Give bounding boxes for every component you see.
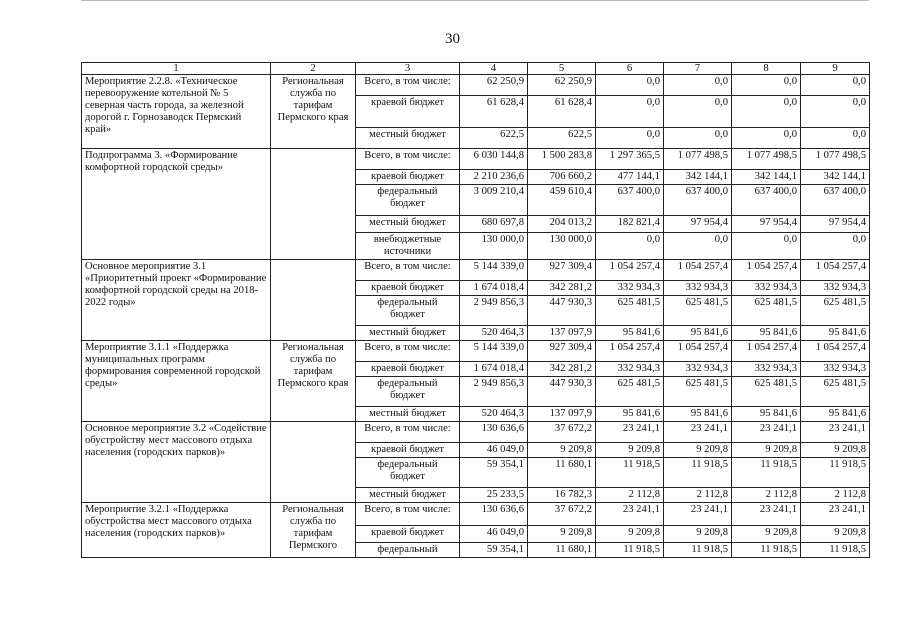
column-header-4: 4 bbox=[460, 63, 528, 75]
amount-cell: 9 209,8 bbox=[732, 526, 801, 543]
amount-cell: 0,0 bbox=[801, 128, 870, 149]
amount-cell: 130 636,6 bbox=[460, 422, 528, 443]
funding-source: Всего, в том числе: bbox=[356, 149, 460, 170]
column-header-5: 5 bbox=[528, 63, 596, 75]
amount-cell: 23 241,1 bbox=[596, 422, 664, 443]
amount-cell: 11 918,5 bbox=[732, 458, 801, 488]
amount-cell: 61 628,4 bbox=[528, 96, 596, 128]
amount-cell: 11 680,1 bbox=[528, 543, 596, 558]
amount-cell: 95 841,6 bbox=[596, 326, 664, 341]
amount-cell: 332 934,3 bbox=[732, 281, 801, 296]
funding-source: Всего, в том числе: bbox=[356, 503, 460, 526]
amount-cell: 204 013,2 bbox=[528, 216, 596, 233]
amount-cell: 0,0 bbox=[664, 96, 732, 128]
amount-cell: 37 672,2 bbox=[528, 422, 596, 443]
funding-source: краевой бюджет bbox=[356, 96, 460, 128]
amount-cell: 332 934,3 bbox=[664, 281, 732, 296]
amount-cell: 342 144,1 bbox=[732, 170, 801, 185]
table-row bbox=[82, 422, 870, 443]
amount-cell: 97 954,4 bbox=[664, 216, 732, 233]
funding-source: местный бюджет bbox=[356, 326, 460, 341]
amount-cell: 706 660,2 bbox=[528, 170, 596, 185]
funding-source: Всего, в том числе: bbox=[356, 75, 460, 96]
amount-cell: 0,0 bbox=[596, 75, 664, 96]
top-scan-edge bbox=[81, 0, 869, 1]
amount-cell: 5 144 339,0 bbox=[460, 341, 528, 362]
amount-cell: 0,0 bbox=[664, 128, 732, 149]
amount-cell: 1 054 257,4 bbox=[732, 260, 801, 281]
amount-cell: 637 400,0 bbox=[596, 185, 664, 216]
amount-cell: 637 400,0 bbox=[732, 185, 801, 216]
amount-cell: 447 930,3 bbox=[528, 377, 596, 407]
amount-cell: 61 628,4 bbox=[460, 96, 528, 128]
amount-cell: 332 934,3 bbox=[801, 281, 870, 296]
amount-cell: 0,0 bbox=[664, 233, 732, 260]
amount-cell: 9 209,8 bbox=[596, 443, 664, 458]
amount-cell: 637 400,0 bbox=[801, 185, 870, 216]
amount-cell: 23 241,1 bbox=[596, 503, 664, 526]
amount-cell: 1 077 498,5 bbox=[801, 149, 870, 170]
amount-cell: 95 841,6 bbox=[664, 326, 732, 341]
funding-source: краевой бюджет bbox=[356, 170, 460, 185]
amount-cell: 1 500 283,8 bbox=[528, 149, 596, 170]
amount-cell: 37 672,2 bbox=[528, 503, 596, 526]
amount-cell: 11 918,5 bbox=[664, 458, 732, 488]
amount-cell: 130 000,0 bbox=[528, 233, 596, 260]
column-header-7: 7 bbox=[664, 63, 732, 75]
amount-cell: 1 054 257,4 bbox=[732, 341, 801, 362]
amount-cell: 625 481,5 bbox=[801, 296, 870, 326]
funding-source: местный бюджет bbox=[356, 407, 460, 422]
amount-cell: 95 841,6 bbox=[732, 326, 801, 341]
measure-name: Основное мероприятие 3.1 «Приоритетный проект «Формирование комфортной городской среды на 2018-2022 годы» bbox=[82, 260, 271, 341]
executor: Региональная служба по тарифам Пермского края bbox=[271, 75, 356, 149]
column-header-2: 2 bbox=[271, 63, 356, 75]
measure-name: Подпрограмма 3. «Формирование комфортной городской среды» bbox=[82, 149, 271, 260]
measure-name: Основное мероприятие 3.2 «Содействие обустройству мест массового отдыха населения (городских парков)» bbox=[82, 422, 271, 503]
amount-cell: 97 954,4 bbox=[801, 216, 870, 233]
amount-cell: 9 209,8 bbox=[664, 526, 732, 543]
amount-cell: 0,0 bbox=[732, 233, 801, 260]
amount-cell: 332 934,3 bbox=[596, 362, 664, 377]
table-row bbox=[82, 149, 870, 170]
funding-source: федеральный бюджет bbox=[356, 377, 460, 407]
amount-cell: 95 841,6 bbox=[596, 407, 664, 422]
amount-cell: 46 049,0 bbox=[460, 443, 528, 458]
amount-cell: 97 954,4 bbox=[732, 216, 801, 233]
amount-cell: 0,0 bbox=[596, 96, 664, 128]
measure-name: Мероприятие 3.2.1 «Поддержка обустройства мест массового отдыха населения (городских парков)» bbox=[82, 503, 271, 558]
amount-cell: 0,0 bbox=[801, 233, 870, 260]
amount-cell: 9 209,8 bbox=[801, 526, 870, 543]
amount-cell: 95 841,6 bbox=[664, 407, 732, 422]
amount-cell: 0,0 bbox=[732, 96, 801, 128]
amount-cell: 625 481,5 bbox=[664, 377, 732, 407]
amount-cell: 182 821,4 bbox=[596, 216, 664, 233]
amount-cell: 0,0 bbox=[596, 128, 664, 149]
amount-cell: 23 241,1 bbox=[732, 503, 801, 526]
amount-cell: 23 241,1 bbox=[732, 422, 801, 443]
funding-source: федеральный бюджет bbox=[356, 185, 460, 216]
amount-cell: 459 610,4 bbox=[528, 185, 596, 216]
amount-cell: 520 464,3 bbox=[460, 326, 528, 341]
funding-source: местный бюджет bbox=[356, 128, 460, 149]
amount-cell: 447 930,3 bbox=[528, 296, 596, 326]
amount-cell: 0,0 bbox=[801, 96, 870, 128]
amount-cell: 1 054 257,4 bbox=[596, 260, 664, 281]
amount-cell: 59 354,1 bbox=[460, 543, 528, 558]
amount-cell: 6 030 144,8 bbox=[460, 149, 528, 170]
amount-cell: 25 233,5 bbox=[460, 488, 528, 503]
amount-cell: 46 049,0 bbox=[460, 526, 528, 543]
amount-cell: 332 934,3 bbox=[664, 362, 732, 377]
measure-name: Мероприятие 2.2.8. «Техническое перевооружение котельной № 5 северная часть города, за железной дорогой г. Горнозаводск Пермский край» bbox=[82, 75, 271, 149]
amount-cell: 9 209,8 bbox=[528, 526, 596, 543]
budget-table bbox=[81, 62, 870, 558]
amount-cell: 11 918,5 bbox=[596, 458, 664, 488]
amount-cell: 2 112,8 bbox=[732, 488, 801, 503]
amount-cell: 2 949 856,3 bbox=[460, 296, 528, 326]
page-number: 30 bbox=[445, 31, 460, 47]
amount-cell: 2 210 236,6 bbox=[460, 170, 528, 185]
funding-source: краевой бюджет bbox=[356, 526, 460, 543]
funding-source: краевой бюджет bbox=[356, 443, 460, 458]
amount-cell: 332 934,3 bbox=[732, 362, 801, 377]
funding-source: Всего, в том числе: bbox=[356, 260, 460, 281]
amount-cell: 11 918,5 bbox=[732, 543, 801, 558]
column-header-8: 8 bbox=[732, 63, 801, 75]
amount-cell: 637 400,0 bbox=[664, 185, 732, 216]
executor bbox=[271, 422, 356, 503]
funding-source: местный бюджет bbox=[356, 488, 460, 503]
column-number-row bbox=[82, 63, 870, 75]
amount-cell: 625 481,5 bbox=[596, 377, 664, 407]
funding-source: местный бюджет bbox=[356, 216, 460, 233]
funding-source: Всего, в том числе: bbox=[356, 422, 460, 443]
executor bbox=[271, 149, 356, 260]
amount-cell: 9 209,8 bbox=[664, 443, 732, 458]
amount-cell: 622,5 bbox=[460, 128, 528, 149]
column-header-6: 6 bbox=[596, 63, 664, 75]
amount-cell: 342 281,2 bbox=[528, 281, 596, 296]
amount-cell: 62 250,9 bbox=[528, 75, 596, 96]
amount-cell: 9 209,8 bbox=[528, 443, 596, 458]
amount-cell: 95 841,6 bbox=[732, 407, 801, 422]
funding-source: федеральный бюджет bbox=[356, 296, 460, 326]
amount-cell: 0,0 bbox=[732, 75, 801, 96]
table-row bbox=[82, 75, 870, 96]
funding-source: краевой бюджет bbox=[356, 362, 460, 377]
executor bbox=[271, 260, 356, 341]
funding-source: федеральный бюджет bbox=[356, 458, 460, 488]
amount-cell: 2 112,8 bbox=[801, 488, 870, 503]
amount-cell: 23 241,1 bbox=[664, 503, 732, 526]
amount-cell: 625 481,5 bbox=[732, 377, 801, 407]
amount-cell: 342 144,1 bbox=[664, 170, 732, 185]
amount-cell: 11 918,5 bbox=[596, 543, 664, 558]
amount-cell: 1 054 257,4 bbox=[664, 341, 732, 362]
amount-cell: 2 949 856,3 bbox=[460, 377, 528, 407]
amount-cell: 342 281,2 bbox=[528, 362, 596, 377]
executor: Региональная служба по тарифам Пермского края bbox=[271, 341, 356, 422]
amount-cell: 0,0 bbox=[664, 75, 732, 96]
amount-cell: 11 918,5 bbox=[664, 543, 732, 558]
amount-cell: 137 097,9 bbox=[528, 326, 596, 341]
amount-cell: 95 841,6 bbox=[801, 407, 870, 422]
amount-cell: 1 054 257,4 bbox=[801, 341, 870, 362]
amount-cell: 520 464,3 bbox=[460, 407, 528, 422]
amount-cell: 23 241,1 bbox=[801, 422, 870, 443]
amount-cell: 5 144 339,0 bbox=[460, 260, 528, 281]
table-row bbox=[82, 341, 870, 362]
amount-cell: 23 241,1 bbox=[801, 503, 870, 526]
amount-cell: 130 636,6 bbox=[460, 503, 528, 526]
amount-cell: 622,5 bbox=[528, 128, 596, 149]
amount-cell: 130 000,0 bbox=[460, 233, 528, 260]
column-header-1: 1 bbox=[82, 63, 271, 75]
amount-cell: 0,0 bbox=[801, 75, 870, 96]
amount-cell: 23 241,1 bbox=[664, 422, 732, 443]
amount-cell: 16 782,3 bbox=[528, 488, 596, 503]
table-row bbox=[82, 503, 870, 526]
amount-cell: 927 309,4 bbox=[528, 341, 596, 362]
amount-cell: 1 077 498,5 bbox=[732, 149, 801, 170]
amount-cell: 927 309,4 bbox=[528, 260, 596, 281]
funding-source: федеральный bbox=[356, 543, 460, 558]
amount-cell: 1 674 018,4 bbox=[460, 281, 528, 296]
amount-cell: 625 481,5 bbox=[664, 296, 732, 326]
amount-cell: 680 697,8 bbox=[460, 216, 528, 233]
amount-cell: 332 934,3 bbox=[801, 362, 870, 377]
amount-cell: 9 209,8 bbox=[801, 443, 870, 458]
amount-cell: 59 354,1 bbox=[460, 458, 528, 488]
amount-cell: 9 209,8 bbox=[596, 526, 664, 543]
executor: Региональная служба по тарифам Пермского bbox=[271, 503, 356, 558]
amount-cell: 625 481,5 bbox=[732, 296, 801, 326]
table-row bbox=[82, 260, 870, 281]
amount-cell: 1 297 365,5 bbox=[596, 149, 664, 170]
amount-cell: 11 918,5 bbox=[801, 458, 870, 488]
amount-cell: 625 481,5 bbox=[596, 296, 664, 326]
column-header-3: 3 bbox=[356, 63, 460, 75]
funding-source: Всего, в том числе: bbox=[356, 341, 460, 362]
amount-cell: 477 144,1 bbox=[596, 170, 664, 185]
amount-cell: 332 934,3 bbox=[596, 281, 664, 296]
amount-cell: 2 112,8 bbox=[664, 488, 732, 503]
amount-cell: 3 009 210,4 bbox=[460, 185, 528, 216]
amount-cell: 1 054 257,4 bbox=[801, 260, 870, 281]
amount-cell: 1 054 257,4 bbox=[664, 260, 732, 281]
funding-source: внебюджетные источники bbox=[356, 233, 460, 260]
amount-cell: 137 097,9 bbox=[528, 407, 596, 422]
amount-cell: 95 841,6 bbox=[801, 326, 870, 341]
funding-source: краевой бюджет bbox=[356, 281, 460, 296]
column-header-9: 9 bbox=[801, 63, 870, 75]
amount-cell: 1 054 257,4 bbox=[596, 341, 664, 362]
measure-name: Мероприятие 3.1.1 «Поддержка муниципальных программ формирования современной городской среды» bbox=[82, 341, 271, 422]
amount-cell: 0,0 bbox=[732, 128, 801, 149]
amount-cell: 1 077 498,5 bbox=[664, 149, 732, 170]
amount-cell: 9 209,8 bbox=[732, 443, 801, 458]
amount-cell: 11 918,5 bbox=[801, 543, 870, 558]
amount-cell: 2 112,8 bbox=[596, 488, 664, 503]
amount-cell: 0,0 bbox=[596, 233, 664, 260]
amount-cell: 625 481,5 bbox=[801, 377, 870, 407]
amount-cell: 11 680,1 bbox=[528, 458, 596, 488]
amount-cell: 1 674 018,4 bbox=[460, 362, 528, 377]
amount-cell: 342 144,1 bbox=[801, 170, 870, 185]
amount-cell: 62 250,9 bbox=[460, 75, 528, 96]
